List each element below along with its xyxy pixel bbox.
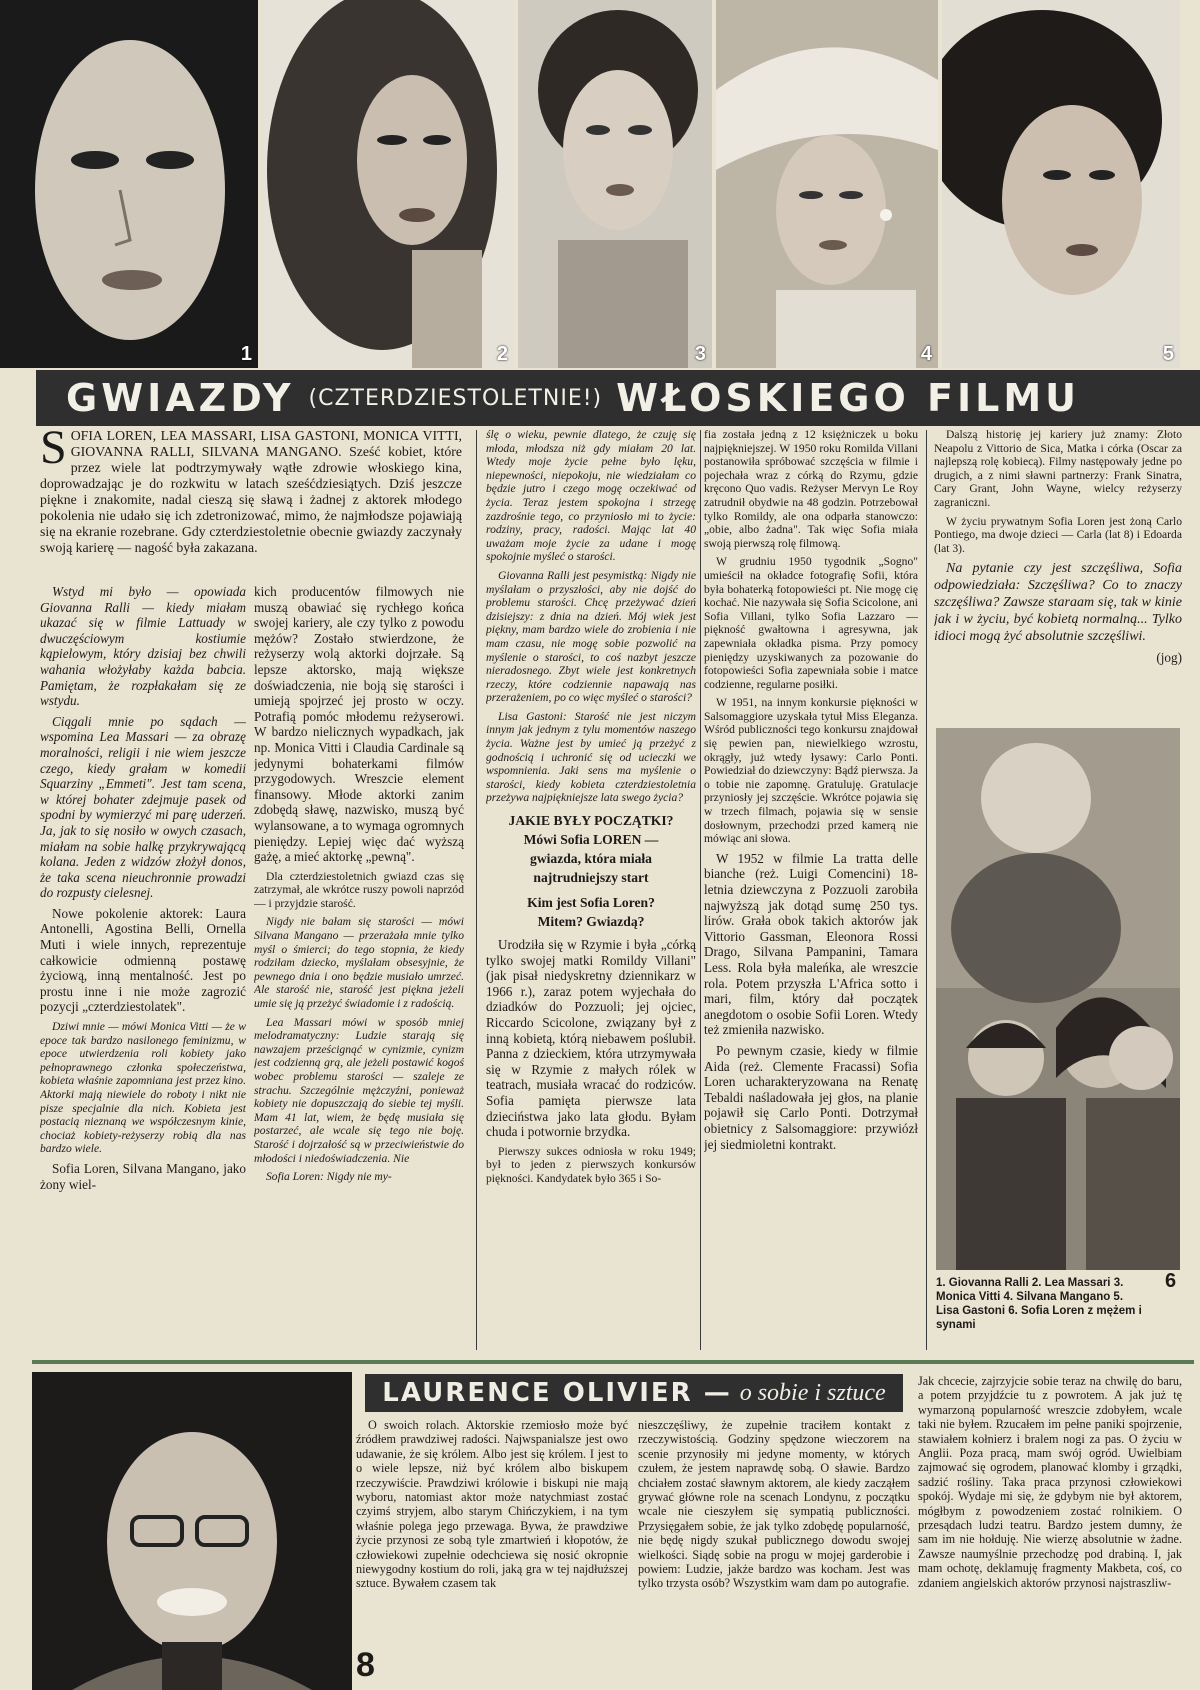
paragraph: Na pytanie czy jest szczęśliwa, Sofia odpowiedziała: Szczęśliwa? Co to znaczy szczęśliwa? Zawsze staraam się, tak w kinie jak i w życiu, być kobietą normalną... Tylko idioci mogą żyć absolutnie szczęśliwi. — [934, 561, 1182, 645]
photo6-number: 6 — [1165, 1270, 1177, 1292]
lead-paragraph — [40, 428, 462, 578]
olivier-title-name: LAURENCE OLIVIER — — [382, 1378, 732, 1408]
article-column-5 — [934, 428, 1182, 746]
olivier-photo — [32, 1372, 352, 1690]
olivier-title-banner — [365, 1374, 903, 1412]
paragraph: kich producentów filmowych nie muszą obawiać się rychłego końca swojej kariery, ale czy tylko z powodu mężów? Zostało stwierdzone, że reżyserzy wolą aktorki dojrzałe. Są lepsze aktorsko, mają większe doświadczenia, nie boją się starości i umieją spojrzeć jej prosto w oczy. Potrafią pomóc młodemu reżyserowi. W bardzo nielicznych wypadkach, jak np. Monica Vitti i Claudia Cardinale są jedynymi bohaterkami filmów przygodowych. Wreszcie element finansowy. Młode aktorki zanim zdobędą sławę, nazwisko, muszą być wylansowane, a to wymaga ogromnych pieniędzy. Lepiej więc dać wyższą gażę, a mieć aktorkę „pewną". — [254, 584, 464, 865]
photo-number: 5 — [1162, 343, 1174, 365]
paragraph: Dziwi mnie — mówi Monica Vitti — że w epoce tak bardzo nasilonego feminizmu, w epoce utwierdzenia roli kobiety jako pełnoprawnego członka społeczeństwa, kobieta właśnie zapomniana jest przez kino. Aktorki mają niewiele do roboty i nikt nie pisze specjalnie dla nich. Kobieta jest postacią nieznaną we współczesnym kinie, chociaż kobiety-reżyserzy robią dla nas bardzo wiele. — [40, 1020, 246, 1156]
subhead-line: Mitem? Gwiazdą? — [537, 914, 645, 930]
subhead-line: najtrudniejszy start — [533, 870, 649, 886]
olivier-column-1 — [356, 1418, 628, 1650]
paragraph: Sofia Loren: Nigdy nie my- — [266, 1170, 392, 1184]
photo-giovanna-ralli — [0, 0, 258, 368]
subhead-line: JAKIE BYŁY POCZĄTKI? — [508, 813, 674, 829]
portrait-1-image — [0, 0, 258, 368]
paragraph: W życiu prywatnym Sofia Loren jest żoną Carlo Pontiego, ma dwoje dzieci — Carla (lat 8) i Edoarda (lat 3). — [934, 514, 1182, 555]
paragraph: Po pewnym czasie, kiedy w filmie Aida (reż. Clemente Fracassi) Sofia Loren ucharakteryzowana na Renatę Tebaldi naśladowała jej głos, na planie pojawił się Carlo Ponti. Dotrzymał obietnicy z Salsomaggiore: przywiózł jej siedmioletni kontrakt. — [704, 1042, 918, 1152]
photo-monica-vitti — [518, 0, 712, 368]
paragraph: Sofia Loren, Silvana Mangano, jako żony wiel- — [40, 1160, 246, 1192]
photo-lisa-gastoni — [942, 0, 1180, 368]
olivier-title-sub: o sobie i sztuce — [739, 1379, 886, 1406]
headline-banner — [36, 370, 1200, 426]
paragraph: Nigdy nie bałam się starości — mówi Silvana Mangano — przerażała mnie tylko myśl o śmierci; do tego stopnia, że kiedy rodziłam dziecko, myślałam obsesyjnie, że pewnego dnia i ono będzie musiało umrzeć. Ale starość nie, starość jest piękna jeżeli umie się ją przeżyć świadomie i z radością. — [254, 915, 464, 1011]
portrait-4-image — [716, 0, 938, 368]
paragraph: Pierwszy sukces odniosła w roku 1949; był to jeden z pierwszych konkursów piękności. Kandydatek było 365 i So- — [486, 1144, 696, 1185]
paragraph: Lea Massari mówi w sposób mniej melodramatyczny: Ludzie starają się nawzajem prześcignąć w cynizmie, cynizm jest codzienną grą, ale jeżeli postawić kogoś wobec problemu starości — szaleje ze strachu. Szczególnie mężczyźni, ponieważ kobiety nie dopuszczają do siebie tej myśli. Mam 41 lat, wiem, że będę musiała się postarzeć, ale wcale się tego nie boję. Starość i dojrzałość są w przeciwieństwie do młodości i niedoświadczenia. Nie — [254, 1015, 464, 1165]
author-signature: (jog) — [1156, 650, 1182, 666]
paragraph: Wstyd mi było — opowiada Giovanna Ralli — kiedy miałam ukazać się w filmie Lattuady w dwuczęściowym kostiumie kąpielowym, który dzisiaj bez chwili wahania włożyłaby każda babcia. Pamiętam, że rozpłakałam się ze wstydu. — [40, 584, 246, 709]
paragraph: Urodziła się w Rzymie i była „córką tylko swojej matki Romildy Villani" (jak pisał niedyskretny dziennikarz w 1966 r.), zaraz potem wyjechała do dziadków do Pozzuoli; jej ojciec, Riccardo Scicolone, związany był z inną kobietą, którą niebawem poślubił. Panna z dzieckiem, która utrzymywała się w Rzymie z małych rólek w teatrach, musiała wracać do rodziców. Sofia pamięta pierwsze lata dzieciństwa jako lata głodu. Byłam chuda i potwornie brzydka. — [486, 937, 696, 1140]
paragraph: O swoich rolach. Aktorskie rzemiosło może być źródłem prawdziwej radości. Najwspanialsze jest owo udawanie, że się królem. Albo jest się królem. I jest to o wiele lepsze, niż być królem albo biskupem rzeczywiście. Prawdziwi królowie i biskupi nie mają wyboru, natomiast aktor może natychmiast zostać czyimś stryjem, albo starym Chińczykiem, i na tym właśnie polega jego przewaga. Bywa, że prawdziwe życie przynosi ze sobą tyle zmartwień i kłopotów, że człowiekowi zupełnie odechciewa się nosić okropnie niewygodny kostium do roli, jaką gra w tej najdłuższej sztuce. Bywałem czasem tak — [356, 1418, 628, 1591]
article-column-3 — [486, 428, 696, 1354]
olivier-column-2 — [638, 1418, 910, 1690]
photo-number: 2 — [496, 343, 508, 365]
portrait-2-image — [262, 0, 514, 368]
paragraph: W 1951, na innym konkursie piękności w Salsomaggiore uzyskała tytuł Miss Eleganza. Wśród publiczności tego konkursu znajdował się pewien pan, niewielkiego wzrostu, okrągły, już wtedy łysawy: Carlo Ponti. Powiedział do dziewczyny: Bądź pierwsza. Ja o tobie nie zapomnę. Gratuluję. Gratulacje przyniosły jej szczęście. Wkrótce pojawia się w trzech filmach, pojawia się w sensie dosłownym, przechodzi przed kamerą nie mówiąc ani słowa. — [704, 696, 918, 846]
photo-lea-massari — [262, 0, 514, 368]
article-column-1 — [40, 584, 246, 1354]
paragraph: Ciągali mnie po sądach — wspomina Lea Massari — za obrazę moralności, religii i nie wiem jeszcze czego, kiedy grałam w komedii Squarziny „Emmeti". Jest tam scena, w której bohater zdejmuje pasek od spodni by wymierzyć mi parę uderzeń. Ja, jak to się nosiło w owych czasach, miałam na sobie halkę przykrywającą kolana. Jeden z widzów złożył donos, że taka scena nieuchronnie prowadzi do rozpusty cielesnej. — [40, 713, 246, 901]
paragraph: W grudniu 1950 tygodnik „Sogno" umieścił na okładce fotografię Sofii, która była bohaterką fotopowieści pt. Nie mogę cię kochać. Nie nazywała się Sofia Scicolone, ani Sofia Villani, tylko Sofia Lazzaro — piękność gwałtowna i agresywna, jak zapewniała okładka pisma. Przy pomocy pieniędzy uzyskiwanych za pozowanie do fotopowieści Sofia zapewniała sobie i matce codzienne, regularne posiłki. — [704, 555, 918, 691]
subhead-line: Kim jest Sofia Loren? — [527, 895, 655, 911]
photo-sofia-loren-family — [936, 728, 1180, 1270]
headline-part2: (CZTERDZIESTOLETNIE!) — [308, 385, 603, 411]
paragraph: Nowe pokolenie aktorek: Laura Antonelli, Agostina Belli, Ornella Muti i wiele innych, reprezentuje całkowicie odmienną postawę życiową, inną mentalność. Jest po prostu inne i nie może zagrozić pozycji „czterdziestolatek". — [40, 905, 246, 1015]
subhead-line: Mówi Sofia LOREN — — [523, 832, 659, 848]
portrait-5-image — [942, 0, 1180, 368]
paragraph: Jak chcecie, zajrzyjcie sobie teraz na chwilę do baru, a potem przyjdźcie tu z powrotem. A jak już tę wymarzoną popularność wreszcie zdobyłem, wcale taki nie byłem. Rzucałem im pełne paniki spojrzenie, stawiałem kołnierz i bralem nogi za pas. O życiu w Anglii. Poza pracą, mam swój ogród. Uwielbiam zajmować się ogrodem, planować klomby i grządki, sadzić rośliny. Taka praca przynosi człowiekowi spokój. Wydaje mi się, że gdybym nie był aktorem, mógłbym z powodzeniem zostać rolnikiem. O przesądach ludzi teatru. Bardzo jestem dumny, że sam im nie hołduję. Nie wierzę absolutnie w żadne. Zawsze naumyślnie przechodzę pod drabiną. I, jak mam ochotę, deklamuję fragmenty Makbeta, coś, co zdaniem angielskich aktorów przynosi najstraszliw- — [918, 1374, 1182, 1590]
olivier-column-3 — [918, 1374, 1182, 1690]
paragraph: W 1952 w filmie La tratta delle bianche (reż. Luigi Comencini) 18-letnia dziewczyna z Pozzuoli zarobiła najwyższą jak dotąd sumę 250 tys. lirów. Grała obok takich aktorów jak Vittorio Gassman, Eleonora Rossi Drago, Silvana Pampanini, Tamara Less. Rola była maleńka, ale wreszcie rola. Potem przyszła L'Africa sotto i mari, film, który dał początek anegdotom o osobie Sofii Loren. Wtedy też zmieniła nazwisko. — [704, 850, 918, 1038]
subhead-line: gwiazda, która miała — [530, 851, 652, 867]
portrait-3-image — [518, 0, 712, 368]
column-divider — [476, 430, 477, 1350]
photo-number: 1 — [240, 343, 252, 365]
olivier-portrait-image — [32, 1372, 352, 1690]
column-divider — [700, 430, 701, 1350]
paragraph: Giovanna Ralli jest pesymistką: Nigdy nie myślałam o przyszłości, aby nie dojść do problemu starości. Chcę przeżywać dzień dzisiejszy: z dnia na dzień. Mój wiek jest piękny, mam bardzo wiele do zrobienia i nie mam czasu, nie mogę sobie pozwolić na myślenie o starości, to coś nazbyt jeszcze nieradosnego. Zbyt wiele jest konkretnych rzeczy, które codziennie napawają nas przerażeniem, po co więc myśleć o starości? — [486, 568, 696, 705]
paragraph: Lisa Gastoni: Starość nie jest niczym innym jak jednym z tylu momentów naszego życia. Ważne jest by umieć ją przeżyć z godnością i uchronić się od ucieczki we wspomnienia. Jaki sens ma myślenie o starości, kiedy kobieta czterdziestoletnia przeżywa najpiękniejsze lata swego życia? — [486, 709, 696, 805]
headline-part1: GWIAZDY — [66, 376, 295, 420]
article-column-4 — [704, 428, 918, 1354]
paragraph: Dalszą historię jej kariery już znamy: Złoto Neapolu z Vittorio de Sica, Matka i córka (Oscar za najlepszą rolę kobiecą). Filmy następowały jedne po drugich, a z nimi sławni partnerzy: Frank Sinatra, Cary Grant, John Wayne, wielcy reżyserzy zagraniczni. — [934, 428, 1182, 509]
photo-silvana-mangano — [716, 0, 938, 368]
paragraph: fia została jedną z 12 księżniczek u boku najpiękniejszej. W 1950 roku Romilda Villani postanowiła spróbować szczęścia w filmie i pojechała wraz z córką do Rzymu, gdzie kręcono Quo vadis. Reżyser Mervyn Le Roy zatrudnił obydwie na 48 godzin. Potrzebował tylko Romildy, ale ona odparła stanowczo: „obie, albo żadna". Tak więc Sofia miała swoją pierwszą rolę filmową. — [704, 428, 918, 550]
photo-number: 3 — [694, 343, 706, 365]
paragraph: nieszczęśliwy, że zupełnie traciłem kontakt z rzeczywistością. Godziny spędzone wieczorem na scenie przynosiły mi jedyne momenty, w których czułem, że jestem naprawdę sobą. O sławie. Bardzo chciałem zostać sławnym aktorem, ale kiedy zacząłem grywać główne role na scenach Londynu, z początku wcale nie cieszyłem się sympatią publiczności. Przysięgałem sobie, że jak tylko zdobędę popularność, nie będę nigdy szukał publicznego dowodu swojej wielkości. Siądę sobie na progu w mojej garderobie i powiem: Ludzie, jakże bardzo was kocham. Jest was tylko trzysta osób? Wszystkim wam dam po autografie. — [638, 1418, 910, 1591]
drop-cap: S — [40, 428, 67, 474]
section-subhead — [486, 811, 696, 931]
family-photo-image — [936, 728, 1180, 1270]
photo-number: 4 — [920, 343, 932, 365]
article-column-2 — [254, 584, 464, 1354]
lead-text: OFIA LOREN, LEA MASSARI, LISA GASTONI, MONICA VITTI, GIOVANNA RALLI, SILVANA MANGANO. Sześć kobiet, które przez wiele lat podtrzymywały wątłe zdrowie włoskiego kina, doprowadzając je do rozkwitu w latach sześćdziesiątych. Dziś jeszcze piękne i znakomite, nadal cieszą się sławą i żadnej z aktorek młodego pokolenia nie udało się ich zdetronizować, mimo, że najmłodsze pojawiają się na ekranie rozebrane. Gdy czterdziestoletnie obecnie gwiazdy zaczynały swoją karierę — nagość była zakazana. — [40, 428, 462, 555]
headline-part3: WŁOSKIEGO FILMU — [616, 376, 1081, 420]
column-divider — [926, 430, 927, 1350]
photo-caption — [936, 1276, 1148, 1356]
page-number: 8 — [356, 1646, 375, 1684]
caption-text: 1. Giovanna Ralli 2. Lea Massari 3. Monica Vitti 4. Silvana Mangano 5. Lisa Gastoni 6. Sofia Loren z mężem i synami — [936, 1277, 1142, 1331]
paragraph: ślę o wieku, pewnie dlatego, że czuję się młoda, młodsza niż gdy miałam 20 lat. Wtedy moje życie pełne było lęku, niepewności, niepokoju, nie wiedziałam co będzie jutro i czego mogę oczekiwać od życia. Teraz jestem spokojna i strzegę zazdrośnie tego, co przyniosło mi to życie: rodziny, pracy, radości. Mając lat 40 uważam moje życie za udane i mogę spokojnie myśleć o starości. — [486, 428, 696, 564]
section-separator — [32, 1360, 1194, 1364]
paragraph: Dla czterdziestoletnich gwiazd czas się zatrzymał, ale wkrótce ruszy powoli naprzód — i przyjdzie starość. — [254, 869, 464, 910]
